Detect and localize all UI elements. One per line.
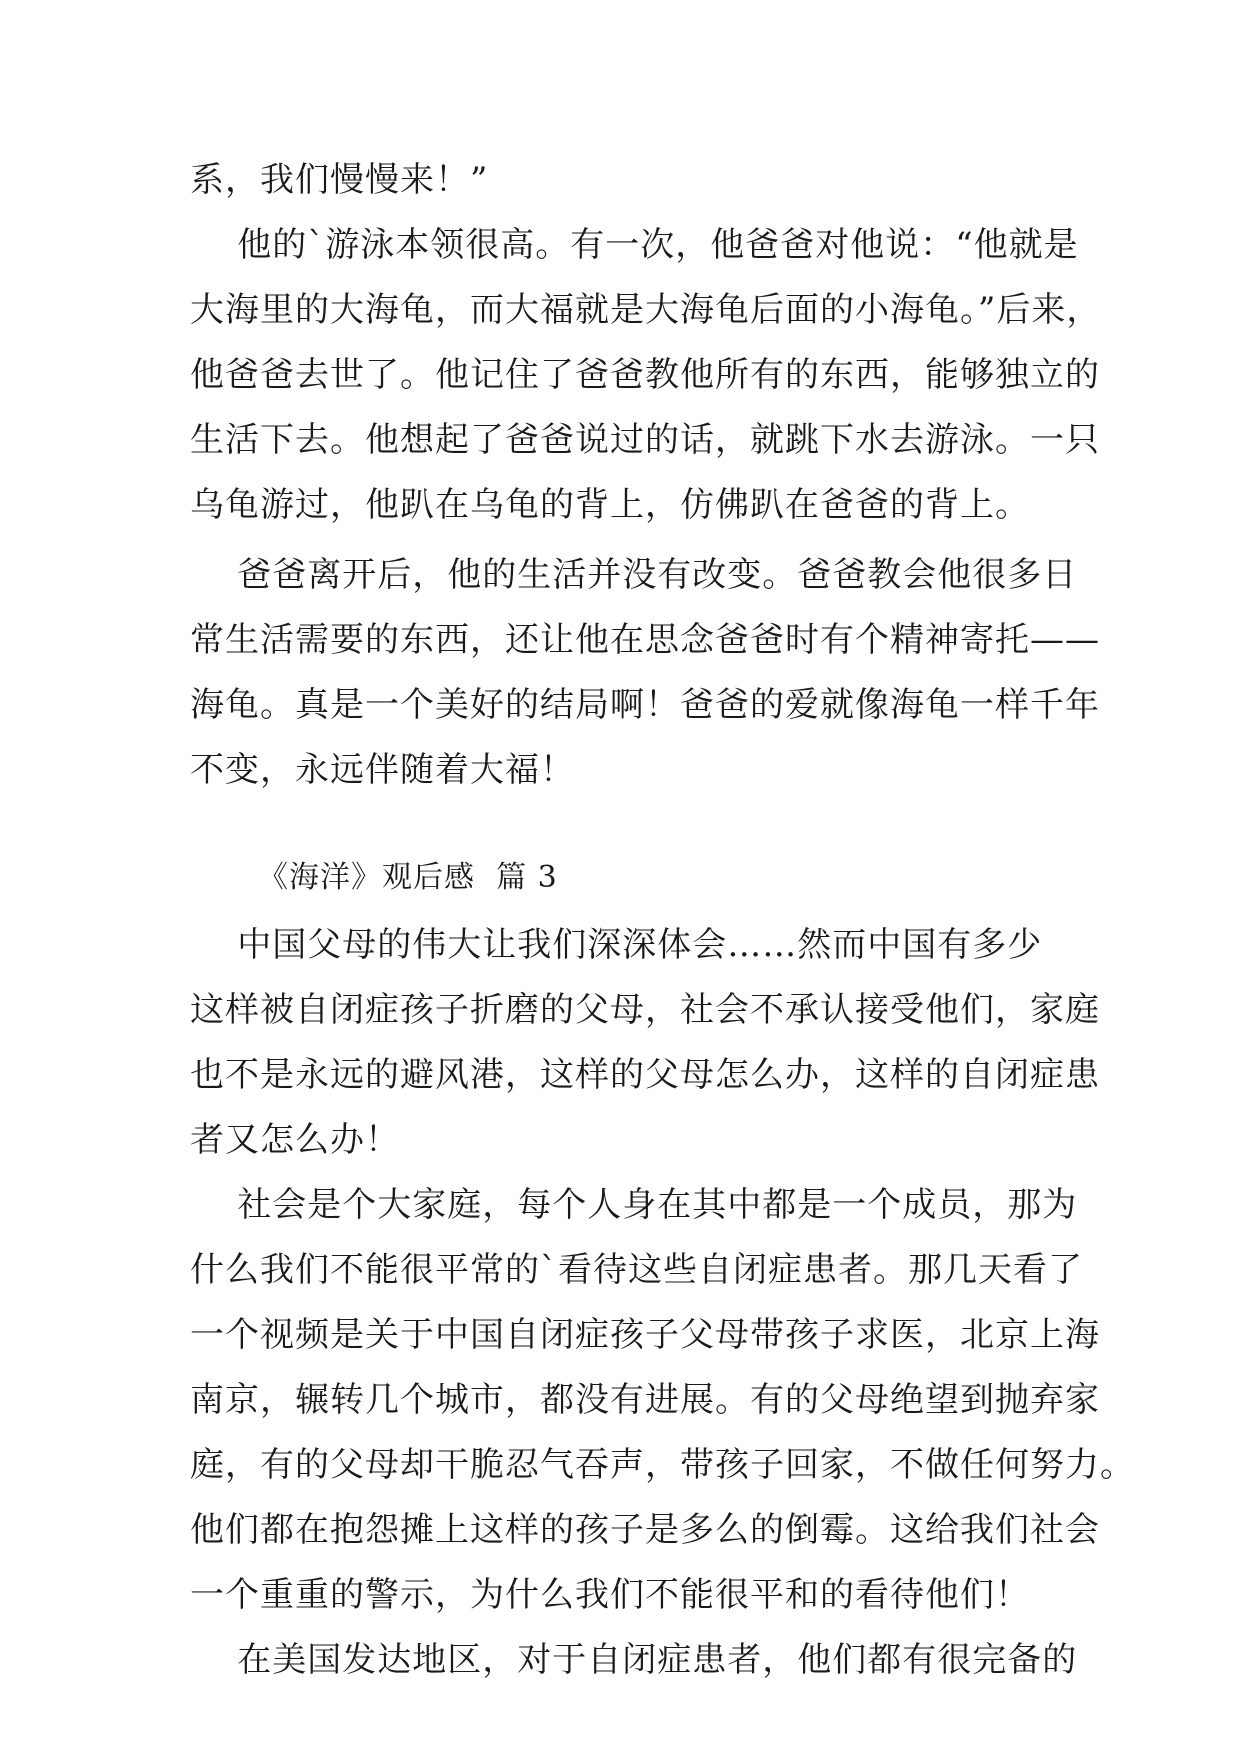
paragraph-5-line-6: 他们都在抱怨摊上这样的孩子是多么的倒霉。这给我们社会 xyxy=(190,1510,1100,1550)
paragraph-3-line-1: 爸爸离开后，他的生活并没有改变。爸爸教会他很多日 xyxy=(190,555,1078,595)
paragraph-2-line-3: 他爸爸去世了。他记住了爸爸教他所有的东西，能够独立的 xyxy=(190,355,1100,395)
paragraph-5-line-1: 社会是个大家庭，每个人身在其中都是一个成员，那为 xyxy=(190,1185,1078,1225)
paragraph-5-line-5: 庭，有的父母却干脆忍气吞声，带孩子回家，不做任何努力。 xyxy=(190,1445,1135,1485)
paragraph-3-line-2: 常生活需要的东西，还让他在思念爸爸时有个精神寄托—— xyxy=(190,620,1100,660)
paragraph-5-line-2: 什么我们不能很平常的`看待这些自闭症患者。那几天看了 xyxy=(190,1250,1083,1290)
paragraph-3-line-4: 不变，永远伴随着大福！ xyxy=(190,750,575,790)
paragraph-2-line-5: 乌龟游过，他趴在乌龟的背上，仿佛趴在爸爸的背上。 xyxy=(190,485,1030,525)
paragraph-4-line-1: 中国父母的伟大让我们深深体会……然而中国有多少 xyxy=(190,925,1043,965)
paragraph-2-line-2: 大海里的大海龟，而大福就是大海龟后面的小海龟。”后来， xyxy=(190,290,1102,330)
paragraph-2-line-4: 生活下去。他想起了爸爸说过的话，就跳下水去游泳。一只 xyxy=(190,420,1100,460)
paragraph-1-line-1: 系，我们慢慢来！” xyxy=(190,160,489,200)
paragraph-4-line-2: 这样被自闭症孩子折磨的父母，社会不承认接受他们，家庭 xyxy=(190,990,1100,1030)
paragraph-6-line-1: 在美国发达地区，对于自闭症患者，他们都有很完备的 xyxy=(190,1640,1078,1680)
paragraph-5-line-3: 一个视频是关于中国自闭症孩子父母带孩子求医，北京上海 xyxy=(190,1315,1100,1355)
paragraph-2-line-1: 他的`游泳本领很高。有一次，他爸爸对他说：“他就是 xyxy=(190,225,1079,265)
paragraph-5-line-7: 一个重重的警示，为什么我们不能很平和的看待他们！ xyxy=(190,1575,1030,1615)
paragraph-4-line-3: 也不是永远的避风港，这样的父母怎么办，这样的自闭症患 xyxy=(190,1055,1100,1095)
section-heading: 《海洋》观后感 篇 3 xyxy=(258,860,558,895)
paragraph-4-line-4: 者又怎么办！ xyxy=(190,1120,400,1160)
paragraph-3-line-3: 海龟。真是一个美好的结局啊！爸爸的爱就像海龟一样千年 xyxy=(190,685,1100,725)
paragraph-5-line-4: 南京，辗转几个城市，都没有进展。有的父母绝望到抛弃家 xyxy=(190,1380,1100,1420)
